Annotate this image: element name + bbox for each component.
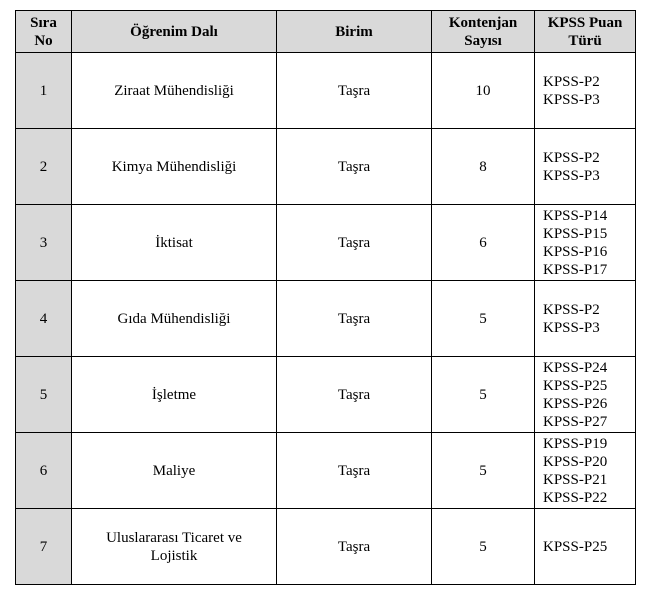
- quota-table: [15, 10, 636, 585]
- kpss-line: KPSS-P22: [543, 489, 608, 506]
- table-row: [16, 509, 636, 585]
- kpss-cell: [535, 281, 636, 357]
- kpss-line: KPSS-P2: [543, 73, 600, 90]
- kpss-cell: [535, 509, 636, 585]
- table-row: [16, 53, 636, 129]
- kpss-line: KPSS-P21: [543, 471, 608, 488]
- field-line: Gıda Mühendisliği: [117, 310, 231, 327]
- kpss-line: KPSS-P3: [543, 319, 600, 336]
- quota-cell: 5: [432, 509, 535, 585]
- unit-cell: Taşra: [277, 433, 432, 509]
- kpss-line: KPSS-P27: [543, 413, 608, 430]
- unit-cell: Taşra: [277, 509, 432, 585]
- table-row: [16, 205, 636, 281]
- row-number-cell: 3: [16, 205, 72, 281]
- kpss-line: KPSS-P25: [543, 538, 608, 555]
- unit-cell: Taşra: [277, 205, 432, 281]
- field-line: Uluslararası Ticaret ve: [106, 529, 242, 546]
- quota-cell: 8: [432, 129, 535, 205]
- field-cell: [72, 357, 277, 433]
- row-number-cell: 5: [16, 357, 72, 433]
- header-sira-no: Sıra No: [16, 11, 72, 53]
- unit-cell: Taşra: [277, 129, 432, 205]
- header-ogrenim-dali: Öğrenim Dalı: [72, 11, 277, 53]
- kpss-cell: [535, 129, 636, 205]
- field-line: Kimya Mühendisliği: [111, 158, 237, 175]
- unit-cell: Taşra: [277, 281, 432, 357]
- field-cell: [72, 205, 277, 281]
- field-cell: [72, 129, 277, 205]
- kpss-line: KPSS-P20: [543, 453, 608, 470]
- kpss-line: KPSS-P24: [543, 359, 608, 376]
- kpss-line: KPSS-P3: [543, 167, 600, 184]
- kpss-line: KPSS-P15: [543, 225, 608, 242]
- quota-cell: 6: [432, 205, 535, 281]
- kpss-cell: [535, 433, 636, 509]
- kpss-line: KPSS-P3: [543, 91, 600, 108]
- unit-cell: Taşra: [277, 357, 432, 433]
- field-line: Ziraat Mühendisliği: [114, 82, 234, 99]
- field-line: İşletme: [151, 386, 197, 403]
- quota-cell: 10: [432, 53, 535, 129]
- row-number-cell: 4: [16, 281, 72, 357]
- table-header-row: [16, 11, 636, 53]
- header-kontenjan-sayisi: Kontenjan Sayısı: [432, 11, 535, 53]
- field-line: Maliye: [152, 462, 196, 479]
- row-number-cell: 7: [16, 509, 72, 585]
- header-birim: Birim: [277, 11, 432, 53]
- row-number-cell: 2: [16, 129, 72, 205]
- row-number-cell: 6: [16, 433, 72, 509]
- quota-cell: 5: [432, 281, 535, 357]
- kpss-line: KPSS-P2: [543, 301, 600, 318]
- table-row: [16, 433, 636, 509]
- kpss-cell: [535, 357, 636, 433]
- table-row: [16, 357, 636, 433]
- field-cell: [72, 281, 277, 357]
- row-number-cell: 1: [16, 53, 72, 129]
- table-row: [16, 281, 636, 357]
- kpss-line: KPSS-P16: [543, 243, 608, 260]
- kpss-line: KPSS-P2: [543, 149, 600, 166]
- unit-cell: Taşra: [277, 53, 432, 129]
- quota-cell: 5: [432, 433, 535, 509]
- field-cell: [72, 433, 277, 509]
- field-line: İktisat: [155, 234, 193, 251]
- field-cell: [72, 509, 277, 585]
- header-kpss-puan-turu: KPSS Puan Türü: [535, 11, 636, 53]
- kpss-line: KPSS-P26: [543, 395, 608, 412]
- kpss-line: KPSS-P25: [543, 377, 608, 394]
- quota-cell: 5: [432, 357, 535, 433]
- kpss-line: KPSS-P19: [543, 435, 608, 452]
- kpss-cell: [535, 205, 636, 281]
- table-body: [16, 53, 636, 585]
- kpss-cell: [535, 53, 636, 129]
- kpss-line: KPSS-P14: [543, 207, 608, 224]
- field-line: Lojistik: [150, 547, 198, 564]
- kpss-line: KPSS-P17: [543, 261, 608, 278]
- field-cell: [72, 53, 277, 129]
- table-row: [16, 129, 636, 205]
